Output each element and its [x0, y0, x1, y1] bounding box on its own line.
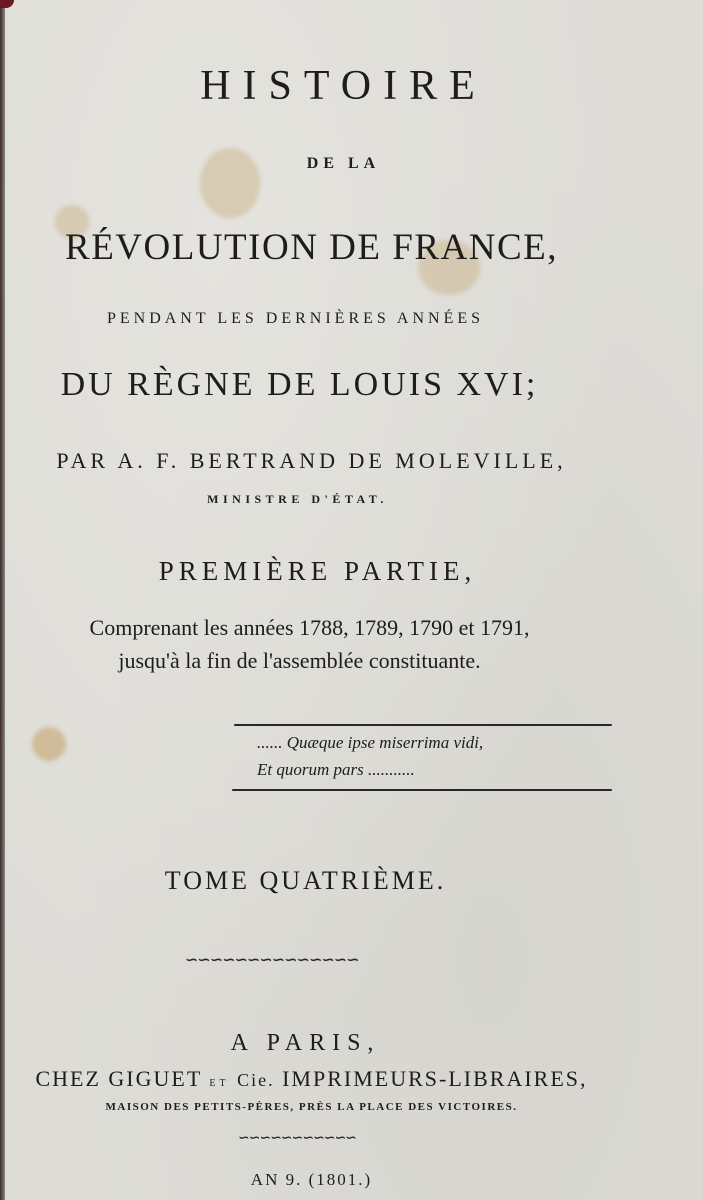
red-cover-corner — [0, 0, 14, 8]
author-title: MINISTRE D'ÉTAT. — [207, 492, 388, 506]
imprint-address: MAISON DES PETITS-PÈRES, PRÈS LA PLACE DES VICTOIRES. — [105, 1101, 518, 1113]
part-description-line-2: jusqu'à la fin de l'assemblée constituante. — [118, 648, 481, 673]
title-subject: RÉVOLUTION DE FRANCE, — [65, 227, 558, 268]
subtitle-line-1: PENDANT LES DERNIÈRES ANNÉES — [106, 310, 485, 327]
decorative-ornament-bottom: ∽∽∽∽∽∽∽∽∽∽∽ — [238, 1131, 357, 1146]
epigraph-top-rule — [234, 724, 612, 726]
title-main: HISTOIRE — [200, 63, 487, 109]
volume-label: TOME QUATRIÈME. — [164, 866, 447, 895]
foxing-stain — [32, 727, 66, 761]
subtitle-line-2: DU RÈGNE DE LOUIS XVI; — [60, 366, 539, 403]
title-connector: DE LA — [306, 155, 381, 172]
epigraph-line-1: ...... Quæque ipse miserrima vidi, — [257, 733, 484, 752]
publisher-et: ET — [209, 1078, 230, 1089]
part-title: PREMIÈRE PARTIE, — [158, 556, 477, 586]
book-binding-edge — [0, 0, 5, 1200]
epigraph-line-2: Et quorum pars ........... — [257, 760, 415, 779]
author-line: PAR A. F. BERTRAND DE MOLEVILLE, — [56, 448, 567, 473]
publisher-trade: IMPRIMEURS-LIBRAIRES, — [282, 1066, 588, 1091]
decorative-ornament-top: ∽∽∽∽∽∽∽∽∽∽∽∽∽∽ — [185, 952, 359, 969]
part-description-line-1: Comprenant les années 1788, 1789, 1790 et 1791, — [89, 615, 530, 640]
imprint-city: A PARIS, — [230, 1030, 381, 1056]
epigraph-bottom-rule — [232, 789, 612, 791]
publisher-cie: Cie. — [237, 1070, 275, 1090]
publication-date: AN 9. (1801.) — [250, 1170, 373, 1189]
publisher-name: CHEZ GIGUET — [35, 1066, 202, 1091]
imprint-publisher — [0, 1066, 663, 1092]
